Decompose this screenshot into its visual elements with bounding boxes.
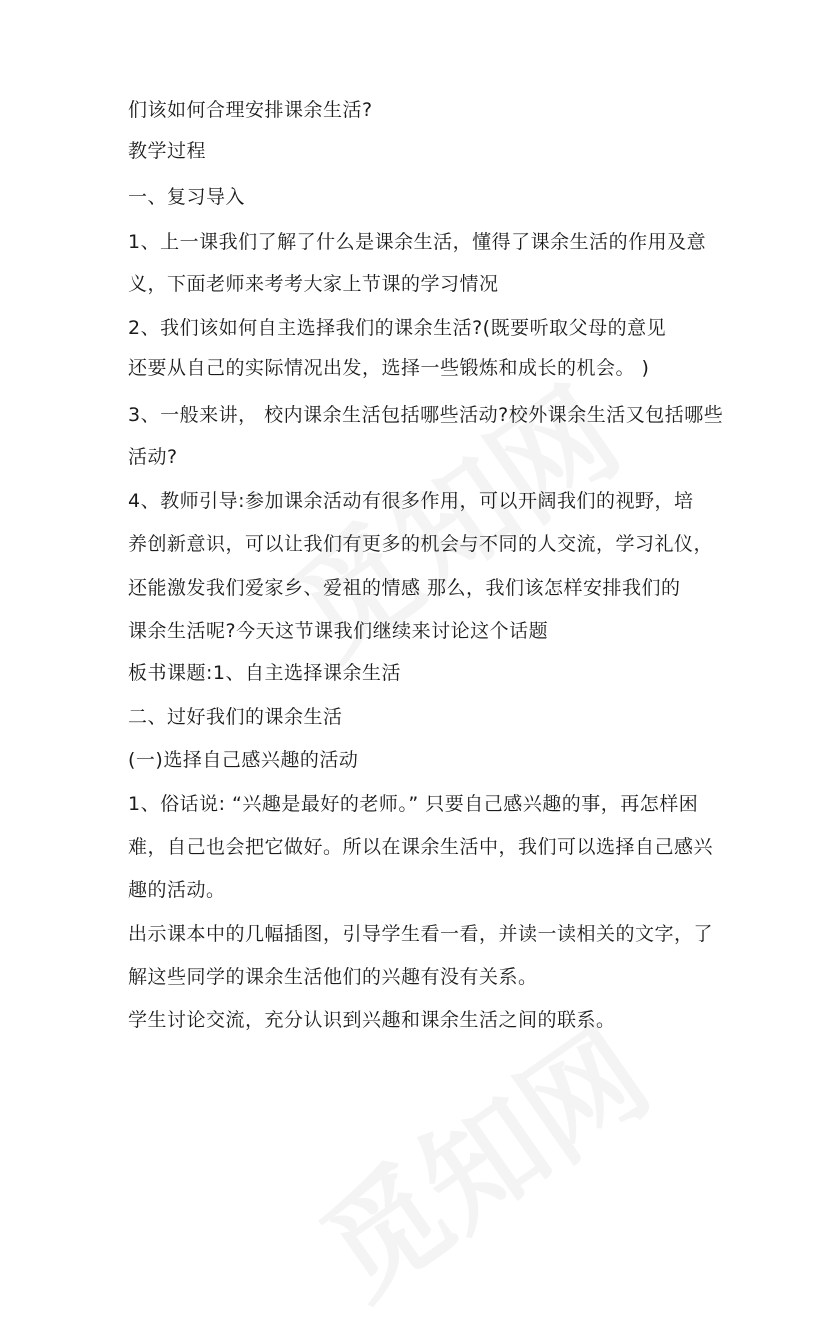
text-line: 义，下面老师来考考大家上节课的学习情况 bbox=[128, 273, 499, 295]
text-line: 趣的活动。 bbox=[128, 879, 226, 901]
text-line: 出示课本中的几幅插图，引导学生看一看，并读一读相关的文字，了 bbox=[128, 923, 714, 945]
text-line: 解这些同学的课余生活他们的兴趣有没有关系。 bbox=[128, 966, 538, 988]
text-line: 教学过程 bbox=[128, 140, 207, 162]
subsection-heading: (一)选择自己感兴趣的活动 bbox=[128, 749, 359, 771]
text-line: 养创新意识，可以让我们有更多的机会与不同的人交流，学习礼仪， bbox=[128, 533, 714, 555]
section-heading: 一、复习导入 bbox=[128, 186, 246, 208]
text-line: 难，自己也会把它做好。所以在课余生活中，我们可以选择自己感兴 bbox=[128, 836, 714, 858]
text-line: 2、我们该如何自主选择我们的课余生活?(既要听取父母的意见 bbox=[128, 317, 667, 339]
section-heading: 二、过好我们的课余生活 bbox=[128, 706, 343, 728]
text-line: 还能激发我们爱家乡、爱祖的情感 那么，我们该怎样安排我们的 bbox=[128, 577, 681, 599]
text-line: 课余生活呢?今天这节课我们继续来讨论这个话题 bbox=[128, 620, 549, 642]
text-line: 学生讨论交流，充分认识到兴趣和课余生活之间的联系。 bbox=[128, 1009, 616, 1031]
watermark-bottom bbox=[283, 982, 677, 1329]
text-line: 还要从自己的实际情况出发，选择一些锻炼和成长的机会。 ) bbox=[128, 357, 650, 379]
text-line: 们该如何合理安排课余生活? bbox=[128, 99, 373, 121]
text-line: 板书课题:1、自主选择课余生活 bbox=[128, 662, 401, 684]
text-line: 1、俗话说: “兴趣是最好的老师。” 只要自己感兴趣的事，再怎样困 bbox=[128, 793, 699, 815]
text-line: 4、教师引导:参加课余活动有很多作用，可以开阔我们的视野，培 bbox=[128, 490, 694, 512]
text-line: 活动? bbox=[128, 446, 178, 468]
text-line: 1、上一课我们了解了什么是课余生活，懂得了课余生活的作用及意 bbox=[128, 231, 707, 253]
text-line: 3、一般来讲， 校内课余生活包括哪些活动?校外课余生活又包括哪些 bbox=[128, 404, 724, 426]
